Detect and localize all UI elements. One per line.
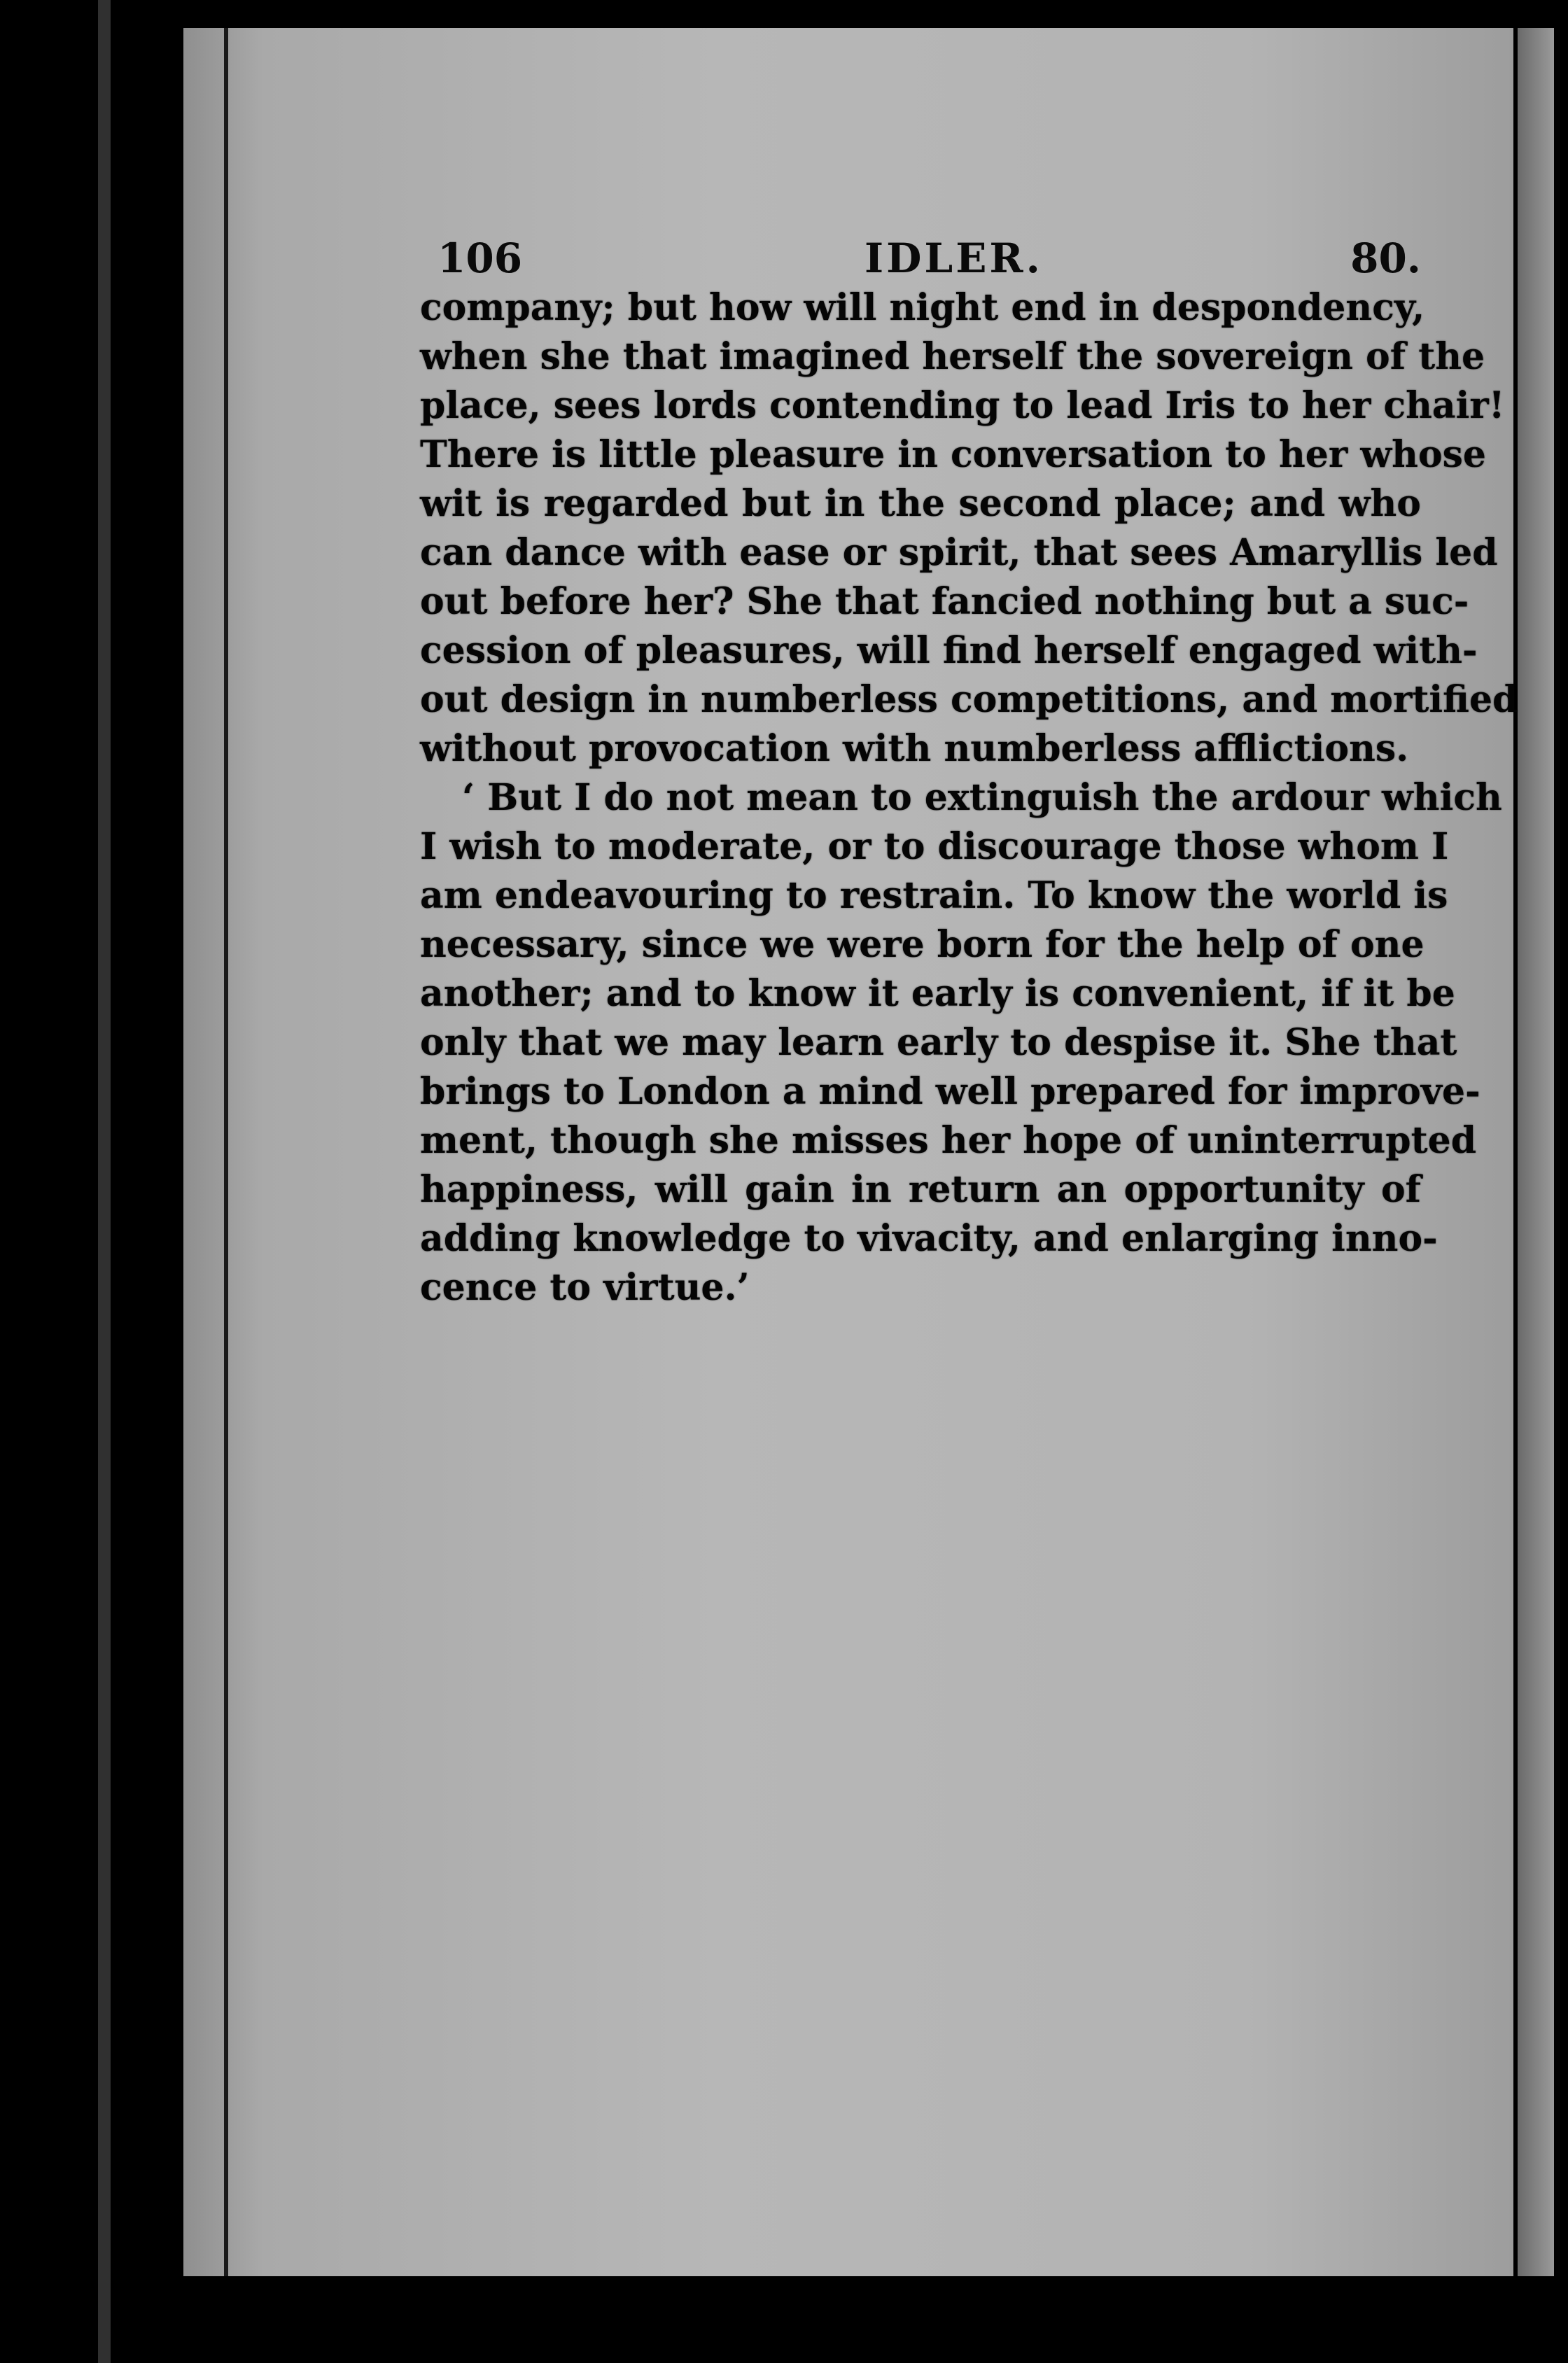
text-line: am endeavouring to restrain. To know the world is [420, 874, 1448, 917]
text-line: ‘ But I do not mean to extinguish the ardour which [462, 776, 1502, 819]
text-line: out before her? She that fancied nothing but a suc- [420, 580, 1469, 623]
paragraph-1 [420, 283, 1518, 773]
text-line: when she that imagined herself the sovereign of the [420, 335, 1485, 378]
page-number: 106 [438, 234, 523, 282]
text-line: I wish to moderate, or to discourage those whom I [420, 825, 1449, 868]
text-line: happiness, will gain in return an opportunity of [420, 1168, 1421, 1211]
text-line: company; but how will night end in despondency, [420, 286, 1425, 329]
text-line: adding knowledge to vivacity, and enlarging inno- [420, 1217, 1438, 1260]
text-line: cession of pleasures, will find herself engaged with- [420, 629, 1478, 672]
text-line: cence to virtue.’ [420, 1266, 750, 1309]
running-title: IDLER. [864, 234, 1043, 282]
text-line: can dance with ease or spirit, that sees Amaryllis led [420, 531, 1498, 574]
text-line: wit is regarded but in the second place; and who [420, 482, 1421, 525]
essay-number: 80. [1350, 234, 1421, 282]
text-line: brings to London a mind well prepared for improve- [420, 1070, 1480, 1113]
text-line: ment, though she misses her hope of uninterrupted [420, 1119, 1477, 1162]
scan-border-left [98, 0, 111, 2363]
text-line: another; and to know it early is convenient, if it be [420, 972, 1455, 1015]
text-line: out design in numberless competitions, and mortified [420, 678, 1518, 721]
paragraph-2 [420, 773, 1502, 1312]
text-line: There is little pleasure in conversation to her whose [420, 433, 1487, 476]
text-line: only that we may learn early to despise it. She that [420, 1021, 1457, 1064]
text-line: necessary, since we were born for the help of one [420, 923, 1424, 966]
running-header [438, 234, 1421, 283]
adjacent-page-edge [1518, 28, 1554, 2276]
text-line: place, sees lords contending to lead Iris to her chair! [420, 384, 1505, 427]
page-binding-edge [224, 28, 228, 2276]
text-line: without provocation with numberless afflictions. [420, 727, 1409, 770]
body-text [420, 283, 1518, 1312]
